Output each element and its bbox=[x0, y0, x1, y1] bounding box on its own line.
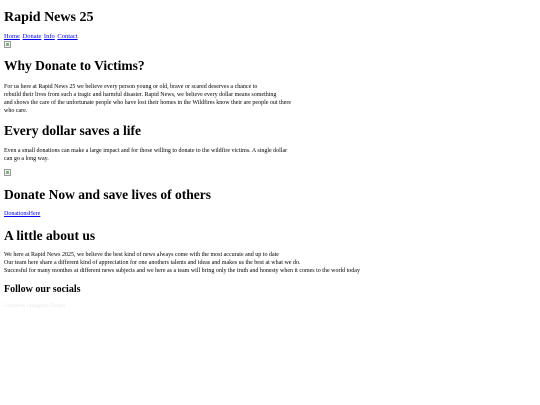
every-dollar-paragraph bbox=[4, 147, 287, 163]
donate-now-heading: Donate Now and save lives of others bbox=[4, 187, 211, 202]
broken-image-icon bbox=[4, 41, 11, 48]
why-donate-paragraph bbox=[4, 83, 291, 115]
about-us-paragraph bbox=[4, 251, 360, 275]
nav-contact-link[interactable]: Contact bbox=[57, 33, 78, 40]
about-line: Our team here share a different kind of appreciation for one anothers talents and ideas and makes us the best at what we do. bbox=[4, 260, 301, 266]
every-line: can go a long way. bbox=[4, 156, 49, 162]
follow-socials-heading: Follow our socials bbox=[4, 284, 81, 295]
why-line: who care. bbox=[4, 108, 28, 114]
every-dollar-heading: Every dollar saves a life bbox=[4, 123, 141, 138]
why-donate-heading: Why Donate to Victims? bbox=[4, 58, 145, 73]
broken-image-icon bbox=[4, 169, 11, 176]
social-links[interactable]: Facebook Instagram Twitter bbox=[4, 303, 66, 309]
why-line: For us here at Rapid News 25 we believe every person young or old, brave or scared deserves a chance to bbox=[4, 84, 258, 90]
about-us-heading: A little about us bbox=[4, 228, 96, 243]
nav-bar bbox=[4, 33, 79, 40]
about-line: We here at Rapid News 2025, we believe the best kind of news always come with the most accurate and up to date bbox=[4, 252, 279, 258]
why-line: rebuild their lives from such a tragic and harmful disaster. Rapid News, we believe every dollar means something bbox=[4, 92, 277, 98]
nav-home-link[interactable]: Home bbox=[4, 33, 20, 40]
why-line: and shows the care of the unfortunate people who have lost their homes in the Wildfires know their are people out there bbox=[4, 100, 292, 106]
nav-info-link[interactable]: Info bbox=[43, 33, 55, 40]
nav-donate-link[interactable]: Donate bbox=[22, 33, 42, 40]
site-title: Rapid News 25 bbox=[4, 10, 94, 25]
about-line: Succesful for many monthes at different news subjects and we here as a team will bring only the truth and honesty when it comes to the world today bbox=[4, 268, 360, 274]
every-line: Even a small donations can make a large impact and for those willing to donate to the wildfire victims. A single dollar bbox=[4, 148, 288, 154]
donations-link[interactable]: DonationsHere bbox=[4, 211, 41, 217]
